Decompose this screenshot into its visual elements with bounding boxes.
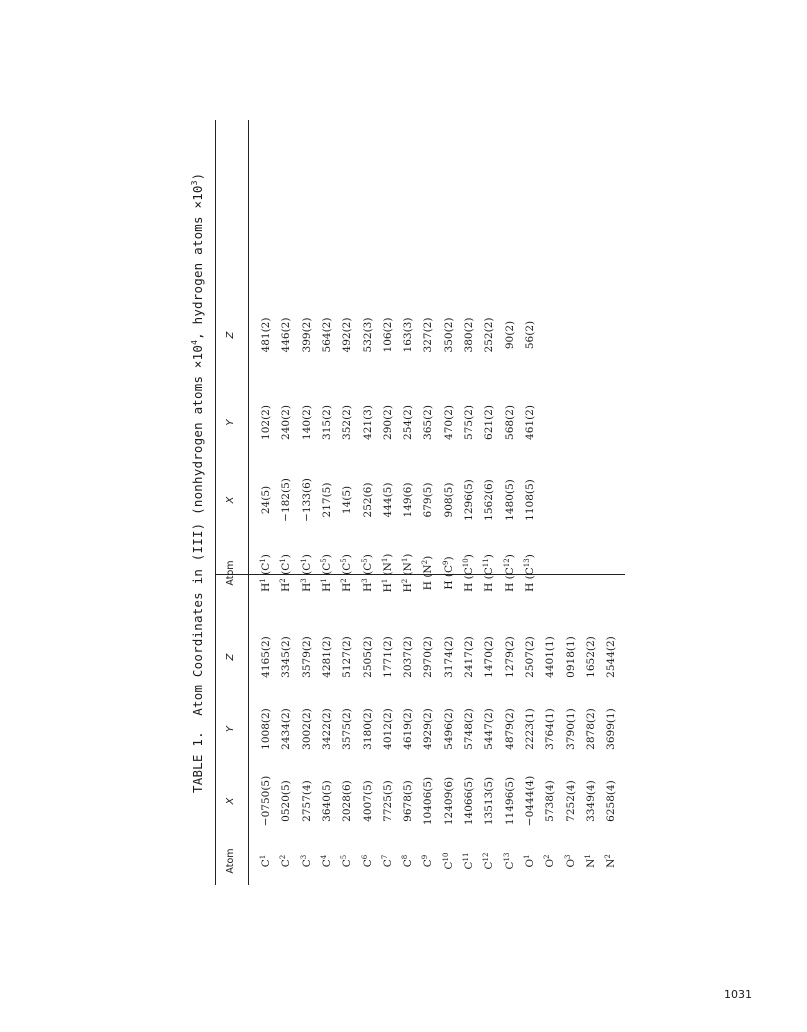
atom-label bbox=[565, 837, 577, 885]
atom-index: 1 bbox=[522, 854, 531, 859]
parent-atom-index: 10 bbox=[462, 558, 470, 568]
z-coordinate: 56(2) bbox=[523, 320, 536, 350]
z-coordinate: 2505(2) bbox=[361, 636, 374, 678]
z-coordinate: 163(3) bbox=[402, 317, 415, 353]
atom-element: C bbox=[341, 859, 354, 868]
hydrogen-atom-label: $H^3$ $(C^5)$ bbox=[360, 554, 374, 592]
z-coordinate: 2970(2) bbox=[422, 636, 435, 678]
atom-element: C bbox=[320, 859, 333, 868]
atom-element: N bbox=[584, 858, 597, 868]
atom-element: C bbox=[381, 859, 394, 868]
x-coordinate: −0750(5) bbox=[260, 775, 272, 827]
y-coordinate: 102(2) bbox=[260, 405, 272, 440]
x-coordinate: 149(6) bbox=[402, 482, 415, 518]
y-coordinate: 2434(2) bbox=[280, 708, 293, 750]
z-coordinate: 380(2) bbox=[463, 317, 475, 353]
atom-index: 2 bbox=[279, 578, 288, 583]
y-coordinate: 5447(2) bbox=[483, 708, 496, 750]
z-coordinate: 4281(2) bbox=[320, 636, 333, 678]
atom-element: C bbox=[300, 859, 313, 868]
parent-atom-element: C bbox=[320, 562, 333, 571]
x-coordinate: 24(5) bbox=[260, 485, 272, 515]
parent-atom-index: 13 bbox=[522, 558, 531, 568]
atom-element: C bbox=[280, 859, 293, 868]
atom-index: 13 bbox=[502, 852, 511, 862]
atom-element: O bbox=[564, 858, 577, 868]
header-atom-right: Atom bbox=[225, 560, 236, 586]
atom-label bbox=[544, 837, 556, 885]
x-coordinate: −0444(4) bbox=[523, 775, 536, 827]
y-coordinate: 3180(2) bbox=[361, 708, 374, 750]
x-coordinate: 3640(5) bbox=[320, 780, 333, 822]
y-coordinate: 254(2) bbox=[402, 405, 415, 440]
atom-index: 1 bbox=[583, 854, 592, 859]
column-divider bbox=[215, 574, 625, 575]
atom-element: H bbox=[503, 582, 516, 592]
atom-label bbox=[585, 837, 597, 885]
atom-element: H bbox=[381, 583, 394, 593]
atom-label bbox=[483, 837, 495, 885]
atom-element: H bbox=[402, 583, 415, 593]
x-coordinate: 3349(4) bbox=[584, 780, 597, 822]
atom-label bbox=[422, 837, 434, 885]
atom-label bbox=[321, 837, 333, 885]
caption-end: ) bbox=[190, 172, 206, 181]
atom-index: 3 bbox=[360, 578, 369, 583]
y-coordinate: 3575(2) bbox=[341, 708, 354, 750]
parent-atom-index: 1 bbox=[259, 558, 267, 563]
hydrogen-atom-label: H $(C^{12})$ bbox=[502, 554, 516, 592]
x-coordinate: 9678(5) bbox=[402, 780, 415, 822]
atom-element: H bbox=[341, 582, 354, 592]
atom-label bbox=[301, 837, 313, 885]
x-coordinate: 1108(5) bbox=[523, 479, 536, 521]
atom-index: 1 bbox=[259, 854, 267, 860]
atom-index: 1 bbox=[319, 578, 328, 583]
y-coordinate: 2878(2) bbox=[584, 708, 597, 750]
parent-atom-element: C bbox=[442, 564, 455, 574]
atom-index: 3 bbox=[563, 854, 572, 859]
header-rule-right bbox=[248, 120, 249, 575]
atom-index: 3 bbox=[299, 578, 308, 583]
caption-prefix: TABLE 1. bbox=[190, 731, 206, 793]
z-coordinate: 4165(2) bbox=[260, 636, 272, 678]
hydrogen-atom-label: H $(C^{11})$ bbox=[482, 554, 496, 592]
atom-label bbox=[280, 837, 292, 885]
hydrogen-atom-label: H $(C^{13})$ bbox=[522, 554, 536, 592]
header-rule-left bbox=[248, 575, 249, 885]
y-coordinate: 290(2) bbox=[381, 405, 394, 440]
atom-element: C bbox=[442, 861, 455, 870]
parent-atom-index: 1 bbox=[279, 558, 288, 563]
caption-exponent-1: 4 bbox=[190, 339, 199, 345]
x-coordinate: 217(5) bbox=[320, 482, 333, 518]
atom-label bbox=[260, 837, 272, 885]
y-coordinate: 315(2) bbox=[320, 405, 333, 440]
atom-index: 2 bbox=[543, 854, 552, 859]
x-coordinate: 2757(4) bbox=[300, 780, 313, 822]
x-coordinate: 14066(5) bbox=[463, 776, 475, 826]
atom-index: 12 bbox=[482, 852, 491, 862]
x-coordinate: 14(5) bbox=[341, 485, 354, 515]
atom-label bbox=[362, 837, 374, 885]
header-z-left: Z bbox=[225, 653, 236, 661]
x-coordinate: 5738(4) bbox=[544, 780, 557, 822]
caption-mid: , hydrogen atoms ×10 bbox=[190, 185, 206, 340]
y-coordinate: 3764(1) bbox=[544, 708, 557, 750]
y-coordinate: 140(2) bbox=[300, 405, 313, 440]
hydrogen-atom-label: $H^2$ $(C^5)$ bbox=[340, 554, 354, 592]
y-coordinate: 5496(2) bbox=[442, 708, 455, 750]
atom-index: 9 bbox=[421, 854, 430, 860]
atom-index: 4 bbox=[319, 854, 328, 860]
x-coordinate: 1562(6) bbox=[483, 479, 496, 521]
caption-exponent-2: 3 bbox=[190, 180, 199, 186]
parent-atom-index: 2 bbox=[421, 559, 430, 565]
z-coordinate: 3579(2) bbox=[300, 636, 313, 678]
atom-index: 10 bbox=[441, 852, 450, 862]
atom-label bbox=[382, 837, 394, 885]
parent-atom-index: 1 bbox=[380, 557, 389, 563]
atom-element: H bbox=[320, 582, 333, 592]
parent-atom-element: C bbox=[483, 567, 496, 576]
y-coordinate: 421(3) bbox=[361, 405, 374, 440]
atom-label bbox=[402, 837, 414, 885]
hydrogen-atom-label: $H^2$ $(C^1)$ bbox=[279, 554, 293, 592]
atom-index: 1 bbox=[259, 578, 267, 583]
hydrogen-atom-label: $H^1$ $(C^1)$ bbox=[259, 554, 272, 592]
x-coordinate: −133(6) bbox=[300, 478, 313, 522]
y-coordinate: 3422(2) bbox=[320, 708, 333, 750]
x-coordinate: 1296(5) bbox=[463, 479, 475, 521]
y-coordinate: 3790(1) bbox=[564, 708, 577, 750]
atom-element: H bbox=[422, 581, 435, 591]
atom-element: H bbox=[280, 582, 293, 592]
parent-atom-index: 5 bbox=[319, 558, 328, 563]
y-coordinate: 470(2) bbox=[442, 405, 455, 440]
parent-atom-element: C bbox=[260, 562, 272, 571]
atom-index: 8 bbox=[401, 854, 410, 860]
atom-element: C bbox=[361, 859, 374, 868]
parent-atom-element: C bbox=[503, 567, 516, 576]
atom-index: 6 bbox=[360, 854, 369, 860]
hydrogen-atom-label: $H^2$ $(N^1)$ bbox=[401, 553, 415, 593]
x-coordinate: 908(5) bbox=[442, 482, 455, 518]
z-coordinate: 564(2) bbox=[320, 317, 333, 353]
atom-element: H bbox=[483, 582, 496, 592]
z-coordinate: 1771(2) bbox=[381, 636, 394, 678]
atom-element: H bbox=[260, 582, 272, 592]
parent-atom-element: C bbox=[280, 562, 293, 571]
atom-element: O bbox=[523, 858, 536, 868]
z-coordinate: 399(2) bbox=[300, 317, 313, 353]
z-coordinate: 1279(2) bbox=[503, 636, 516, 678]
hydrogen-atom-label: $H^1$ $(C^5)$ bbox=[319, 554, 333, 592]
atom-element: C bbox=[463, 861, 475, 870]
z-coordinate: 3345(2) bbox=[280, 636, 293, 678]
x-coordinate: 11496(5) bbox=[503, 776, 516, 826]
x-coordinate: 0520(5) bbox=[280, 780, 293, 822]
hydrogen-atom-label: H $(N^2)$ bbox=[421, 555, 435, 591]
y-coordinate: 352(2) bbox=[341, 405, 354, 440]
atom-element: H bbox=[463, 582, 475, 592]
header-z-right: Z bbox=[225, 331, 236, 339]
x-coordinate: 13513(5) bbox=[483, 776, 496, 826]
atom-index: 2 bbox=[340, 578, 349, 583]
z-coordinate: 532(3) bbox=[361, 317, 374, 353]
x-coordinate: −182(5) bbox=[280, 478, 293, 522]
z-coordinate: 2544(2) bbox=[605, 636, 618, 678]
z-coordinate: 2037(2) bbox=[402, 636, 415, 678]
z-coordinate: 3174(2) bbox=[442, 636, 455, 678]
atom-element: C bbox=[402, 859, 415, 868]
parent-atom-element: C bbox=[341, 562, 354, 571]
x-coordinate: 10406(5) bbox=[422, 776, 435, 826]
parent-atom-index: 1 bbox=[401, 557, 410, 563]
atom-element: C bbox=[483, 861, 496, 870]
x-coordinate: 6258(4) bbox=[605, 780, 618, 822]
parent-atom-element: N bbox=[422, 564, 435, 574]
header-y-right: Y bbox=[225, 419, 236, 426]
hydrogen-atom-label: H $(C^{10})$ bbox=[462, 554, 475, 592]
parent-atom-index: 11 bbox=[482, 558, 491, 568]
z-coordinate: 1652(2) bbox=[584, 636, 597, 678]
header-x-left: X bbox=[225, 797, 236, 805]
top-rule bbox=[215, 120, 216, 885]
y-coordinate: 3002(2) bbox=[300, 708, 313, 750]
z-coordinate: 446(2) bbox=[280, 317, 293, 353]
atom-element: H bbox=[523, 582, 536, 592]
atom-element: C bbox=[260, 859, 272, 868]
x-coordinate: 252(6) bbox=[361, 482, 374, 518]
x-coordinate: 7252(4) bbox=[564, 780, 577, 822]
y-coordinate: 621(2) bbox=[483, 405, 496, 440]
atom-label bbox=[341, 837, 353, 885]
atom-label bbox=[524, 837, 536, 885]
atom-label bbox=[463, 837, 475, 885]
atom-index: 2 bbox=[401, 578, 410, 584]
parent-atom-element: C bbox=[361, 562, 374, 571]
parent-atom-element: C bbox=[523, 567, 536, 576]
z-coordinate: 492(2) bbox=[341, 317, 354, 353]
z-coordinate: 252(2) bbox=[483, 317, 496, 353]
y-coordinate: 568(2) bbox=[503, 405, 516, 440]
z-coordinate: 5127(2) bbox=[341, 636, 354, 678]
atom-index: 11 bbox=[462, 852, 470, 862]
y-coordinate: 2223(1) bbox=[523, 708, 536, 750]
atom-index: 3 bbox=[299, 854, 308, 860]
x-coordinate: 4007(5) bbox=[361, 780, 374, 822]
header-atom-left: Atom bbox=[225, 848, 236, 874]
parent-atom-index: 5 bbox=[360, 558, 369, 563]
atom-element: H bbox=[442, 580, 455, 590]
parent-atom-index: 9 bbox=[441, 560, 450, 565]
atom-index: 5 bbox=[340, 854, 349, 860]
hydrogen-atom-label: H $(C^9)$ bbox=[441, 556, 455, 590]
rotated-table-page bbox=[170, 120, 635, 885]
caption-text: Atom Coordinates in (III) (nonhydrogen atoms ×10 bbox=[190, 344, 206, 716]
table-caption bbox=[190, 173, 205, 793]
x-coordinate: 2028(6) bbox=[341, 780, 354, 822]
atom-index: 1 bbox=[380, 578, 389, 584]
parent-atom-element: N bbox=[402, 562, 415, 572]
y-coordinate: 1008(2) bbox=[260, 708, 272, 750]
header-y-left: Y bbox=[225, 725, 236, 733]
parent-atom-index: 1 bbox=[299, 558, 308, 563]
parent-atom-element: C bbox=[300, 562, 313, 571]
z-coordinate: 2417(2) bbox=[463, 636, 475, 678]
z-coordinate: 2507(2) bbox=[523, 636, 536, 678]
atom-element: H bbox=[361, 582, 374, 592]
z-coordinate: 0918(1) bbox=[564, 636, 577, 678]
atom-element: O bbox=[544, 858, 557, 868]
y-coordinate: 3699(1) bbox=[605, 708, 618, 750]
y-coordinate: 240(2) bbox=[280, 405, 293, 440]
atom-label bbox=[605, 837, 617, 885]
atom-element: C bbox=[503, 861, 516, 870]
y-coordinate: 4012(2) bbox=[381, 708, 394, 750]
z-coordinate: 350(2) bbox=[442, 317, 455, 353]
parent-atom-element: N bbox=[381, 562, 394, 572]
z-coordinate: 327(2) bbox=[422, 317, 435, 353]
z-coordinate: 4401(1) bbox=[544, 636, 557, 678]
hydrogen-atom-label: $H^3$ $(C^1)$ bbox=[299, 554, 313, 592]
y-coordinate: 4619(2) bbox=[402, 708, 415, 750]
atom-index: 2 bbox=[604, 854, 613, 859]
y-coordinate: 4929(2) bbox=[422, 708, 435, 750]
x-coordinate: 444(5) bbox=[381, 482, 394, 518]
y-coordinate: 461(2) bbox=[523, 405, 536, 440]
parent-atom-index: 12 bbox=[502, 558, 511, 568]
atom-index: 2 bbox=[279, 854, 288, 860]
y-coordinate: 365(2) bbox=[422, 405, 435, 440]
atom-element: N bbox=[605, 858, 618, 868]
z-coordinate: 90(2) bbox=[503, 320, 516, 350]
atom-element: C bbox=[422, 859, 435, 868]
atom-label bbox=[504, 837, 516, 885]
y-coordinate: 4879(2) bbox=[503, 708, 516, 750]
parent-atom-element: C bbox=[463, 567, 475, 576]
atom-element: H bbox=[300, 582, 313, 592]
parent-atom-index: 5 bbox=[340, 558, 349, 563]
header-x-right: X bbox=[225, 496, 236, 504]
x-coordinate: 679(5) bbox=[422, 482, 435, 518]
y-coordinate: 575(2) bbox=[463, 405, 475, 440]
y-coordinate: 5748(2) bbox=[463, 708, 475, 750]
z-coordinate: 481(2) bbox=[260, 317, 272, 353]
page-number: 1031 bbox=[724, 988, 752, 1001]
x-coordinate: 12409(6) bbox=[442, 776, 455, 826]
atom-label bbox=[443, 837, 455, 885]
atom-index: 7 bbox=[380, 854, 389, 860]
hydrogen-atom-label: $H^1$ $(N^1)$ bbox=[380, 553, 394, 593]
x-coordinate: 1480(5) bbox=[503, 479, 516, 521]
z-coordinate: 1470(2) bbox=[483, 636, 496, 678]
z-coordinate: 106(2) bbox=[381, 317, 394, 353]
x-coordinate: 7725(5) bbox=[381, 780, 394, 822]
